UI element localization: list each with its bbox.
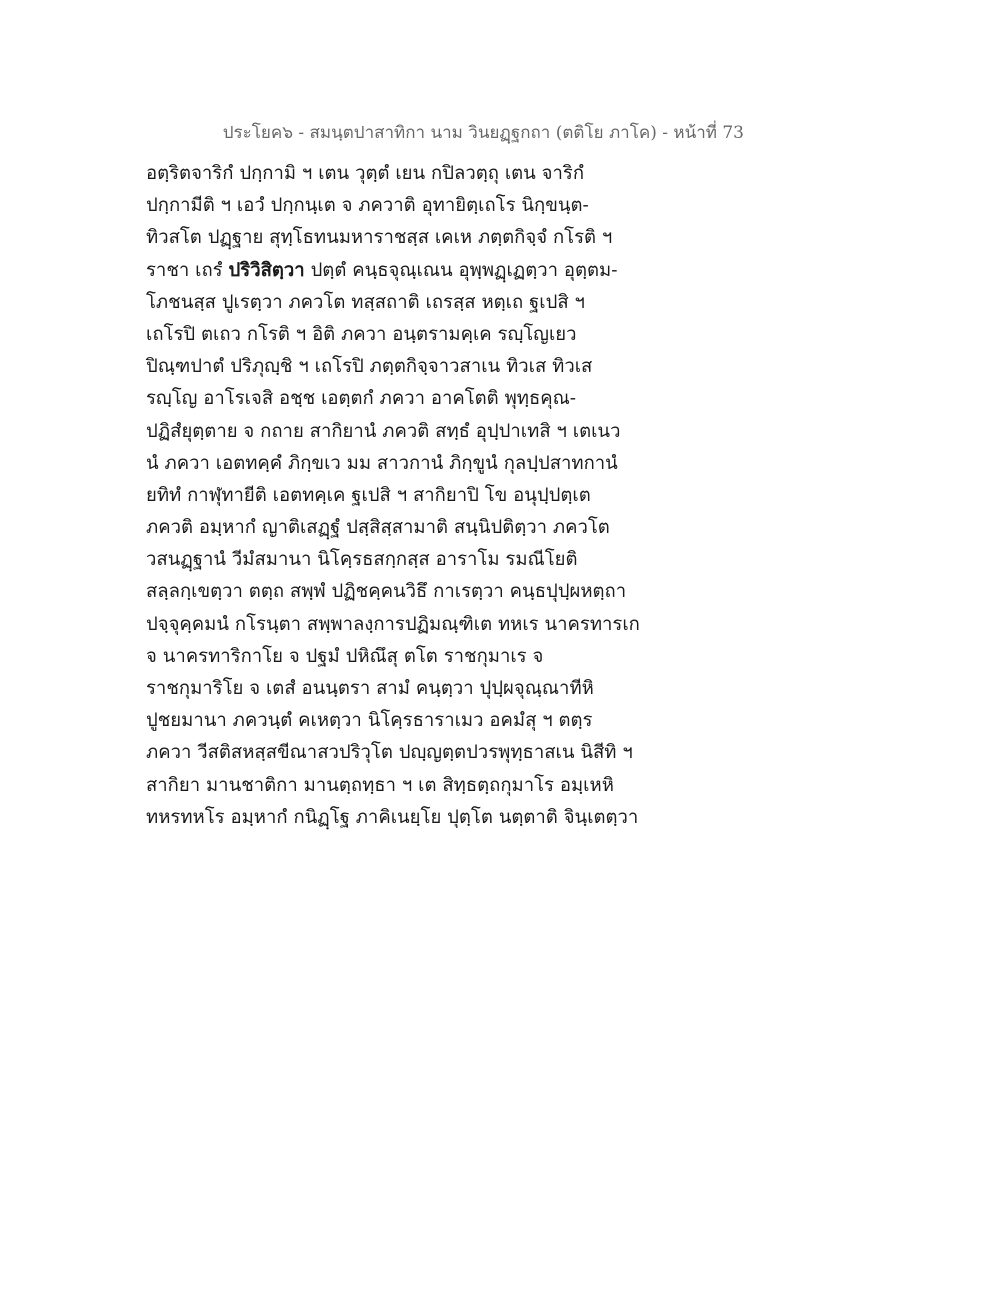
text-line: ปจฺจุคฺคมนํ กโรนฺตา สพฺพาลงฺการปฏิมณฺฑิเต ทหเร นาครทารเก xyxy=(146,613,640,635)
text-line: ทหรทหโร อมฺหากํ กนิฏฺโฐ ภาคิเนยฺโย ปุตฺโต นตฺตาติ จินฺเตตฺวา xyxy=(146,806,639,828)
text-line: ปิณฺฑปาตํ ปริภุญฺชิ ฯ เถโรปิ ภตฺตกิจฺจาวสาเน ทิวเส ทิวเส xyxy=(146,356,593,378)
text-line: สากิยา มานชาติกา มานตฺถทฺธา ฯ เต สิทฺธตฺถกุมาโร อมฺเหหิ xyxy=(146,774,614,796)
bold-term: ปริวิสิตฺวา xyxy=(228,259,305,281)
text-line xyxy=(146,255,706,287)
text-line: ปฏิสํยุตฺตาย จ กถาย สากิยานํ ภควติ สทฺธํ อุปฺปาเทสิ ฯ เตเนว xyxy=(146,420,621,442)
text-line: สลฺลกฺเขตฺวา ตตฺถ สพฺพํ ปฏิชคฺคนวิธึ กาเรตฺวา คนฺธปุปฺผหตฺถา xyxy=(146,581,627,603)
text-line: โภชนสฺส ปูเรตฺวา ภควโต ทสฺสถาติ เถรสฺส หตฺเถ ฐเปสิ ฯ xyxy=(146,291,585,313)
text-line: จ นาครทาริกาโย จ ปฐมํ ปหิณึสุ ตโต ราชกุมาเร จ xyxy=(146,645,544,667)
text-line: อตฺริตจาริกํ ปกฺกามิ ฯ เตน วุตฺตํ เยน กปิลวตฺถุ เตน จาริกํ xyxy=(146,163,585,184)
text-line: ยทิทํ กาฬุทายีติ เอตทคฺเค ฐเปสิ ฯ สากิยาปิ โข อนุปฺปตฺเต xyxy=(146,484,591,506)
text-line: ทิวสโต ปฏฺฐาย สุทฺโธทนมหาราชสฺส เคเห ภตฺตกิจฺจํ กโรติ ฯ xyxy=(146,227,613,249)
text-line: รญฺโญ อาโรเจสิ อชฺช เอตฺตกํ ภควา อาคโตติ พุทฺธคุณ- xyxy=(146,388,577,410)
text-line: เถโรปิ ตเถว กโรติ ฯ อิติ ภควา อนฺตรามคฺเค รญฺโญเยว xyxy=(146,323,577,345)
text-line: ภควติ อมฺหากํ ญาติเสฏฺฐํ ปสฺสิสฺสามาติ สนฺนิปติตฺวา ภควโต xyxy=(146,517,610,539)
text-line: วสนฏฺฐานํ วีมํสมานา นิโคฺรธสกฺกสฺส อาราโม รมณีโยติ xyxy=(146,549,578,571)
text-line: ราชกุมาริโย จ เตสํ อนนฺตรา สามํ คนฺตฺวา ปุปฺผจุณฺณาทีหิ xyxy=(146,678,594,699)
text-segment: ปตฺตํ คนฺธจุณฺเณน อุพฺพฏฺเฏตฺวา อุตฺตม- xyxy=(310,259,618,281)
text-line: ปกฺกามีติ ฯ เอวํ ปกฺกนฺเต จ ภควาติ อุทายิตฺเถโร นิกฺขนฺต- xyxy=(146,195,589,217)
text-segment: ราชา เถรํ xyxy=(146,259,223,281)
text-line: ภควา วีสติสหสฺสขีณาสวปริวุโต ปญฺญตฺตปวรพุทฺธาสเน นิสีทิ ฯ xyxy=(146,742,633,764)
body-text xyxy=(146,158,706,834)
text-line: ปูชยมานา ภควนฺตํ คเหตฺวา นิโคฺรธาราเมว อคมํสุ ฯ ตตฺร xyxy=(146,710,593,732)
running-header: ประโยค๖ - สมนฺตปาสาทิกา นาม วินยฏฺฐกถา (ตติโย ภาโค) - หน้าที่ 73 xyxy=(222,123,744,143)
text-line: นํ ภควา เอตทคฺคํ ภิกฺขเว มม สาวกานํ ภิกฺขูนํ กุลปฺปสาทกานํ xyxy=(146,452,618,474)
